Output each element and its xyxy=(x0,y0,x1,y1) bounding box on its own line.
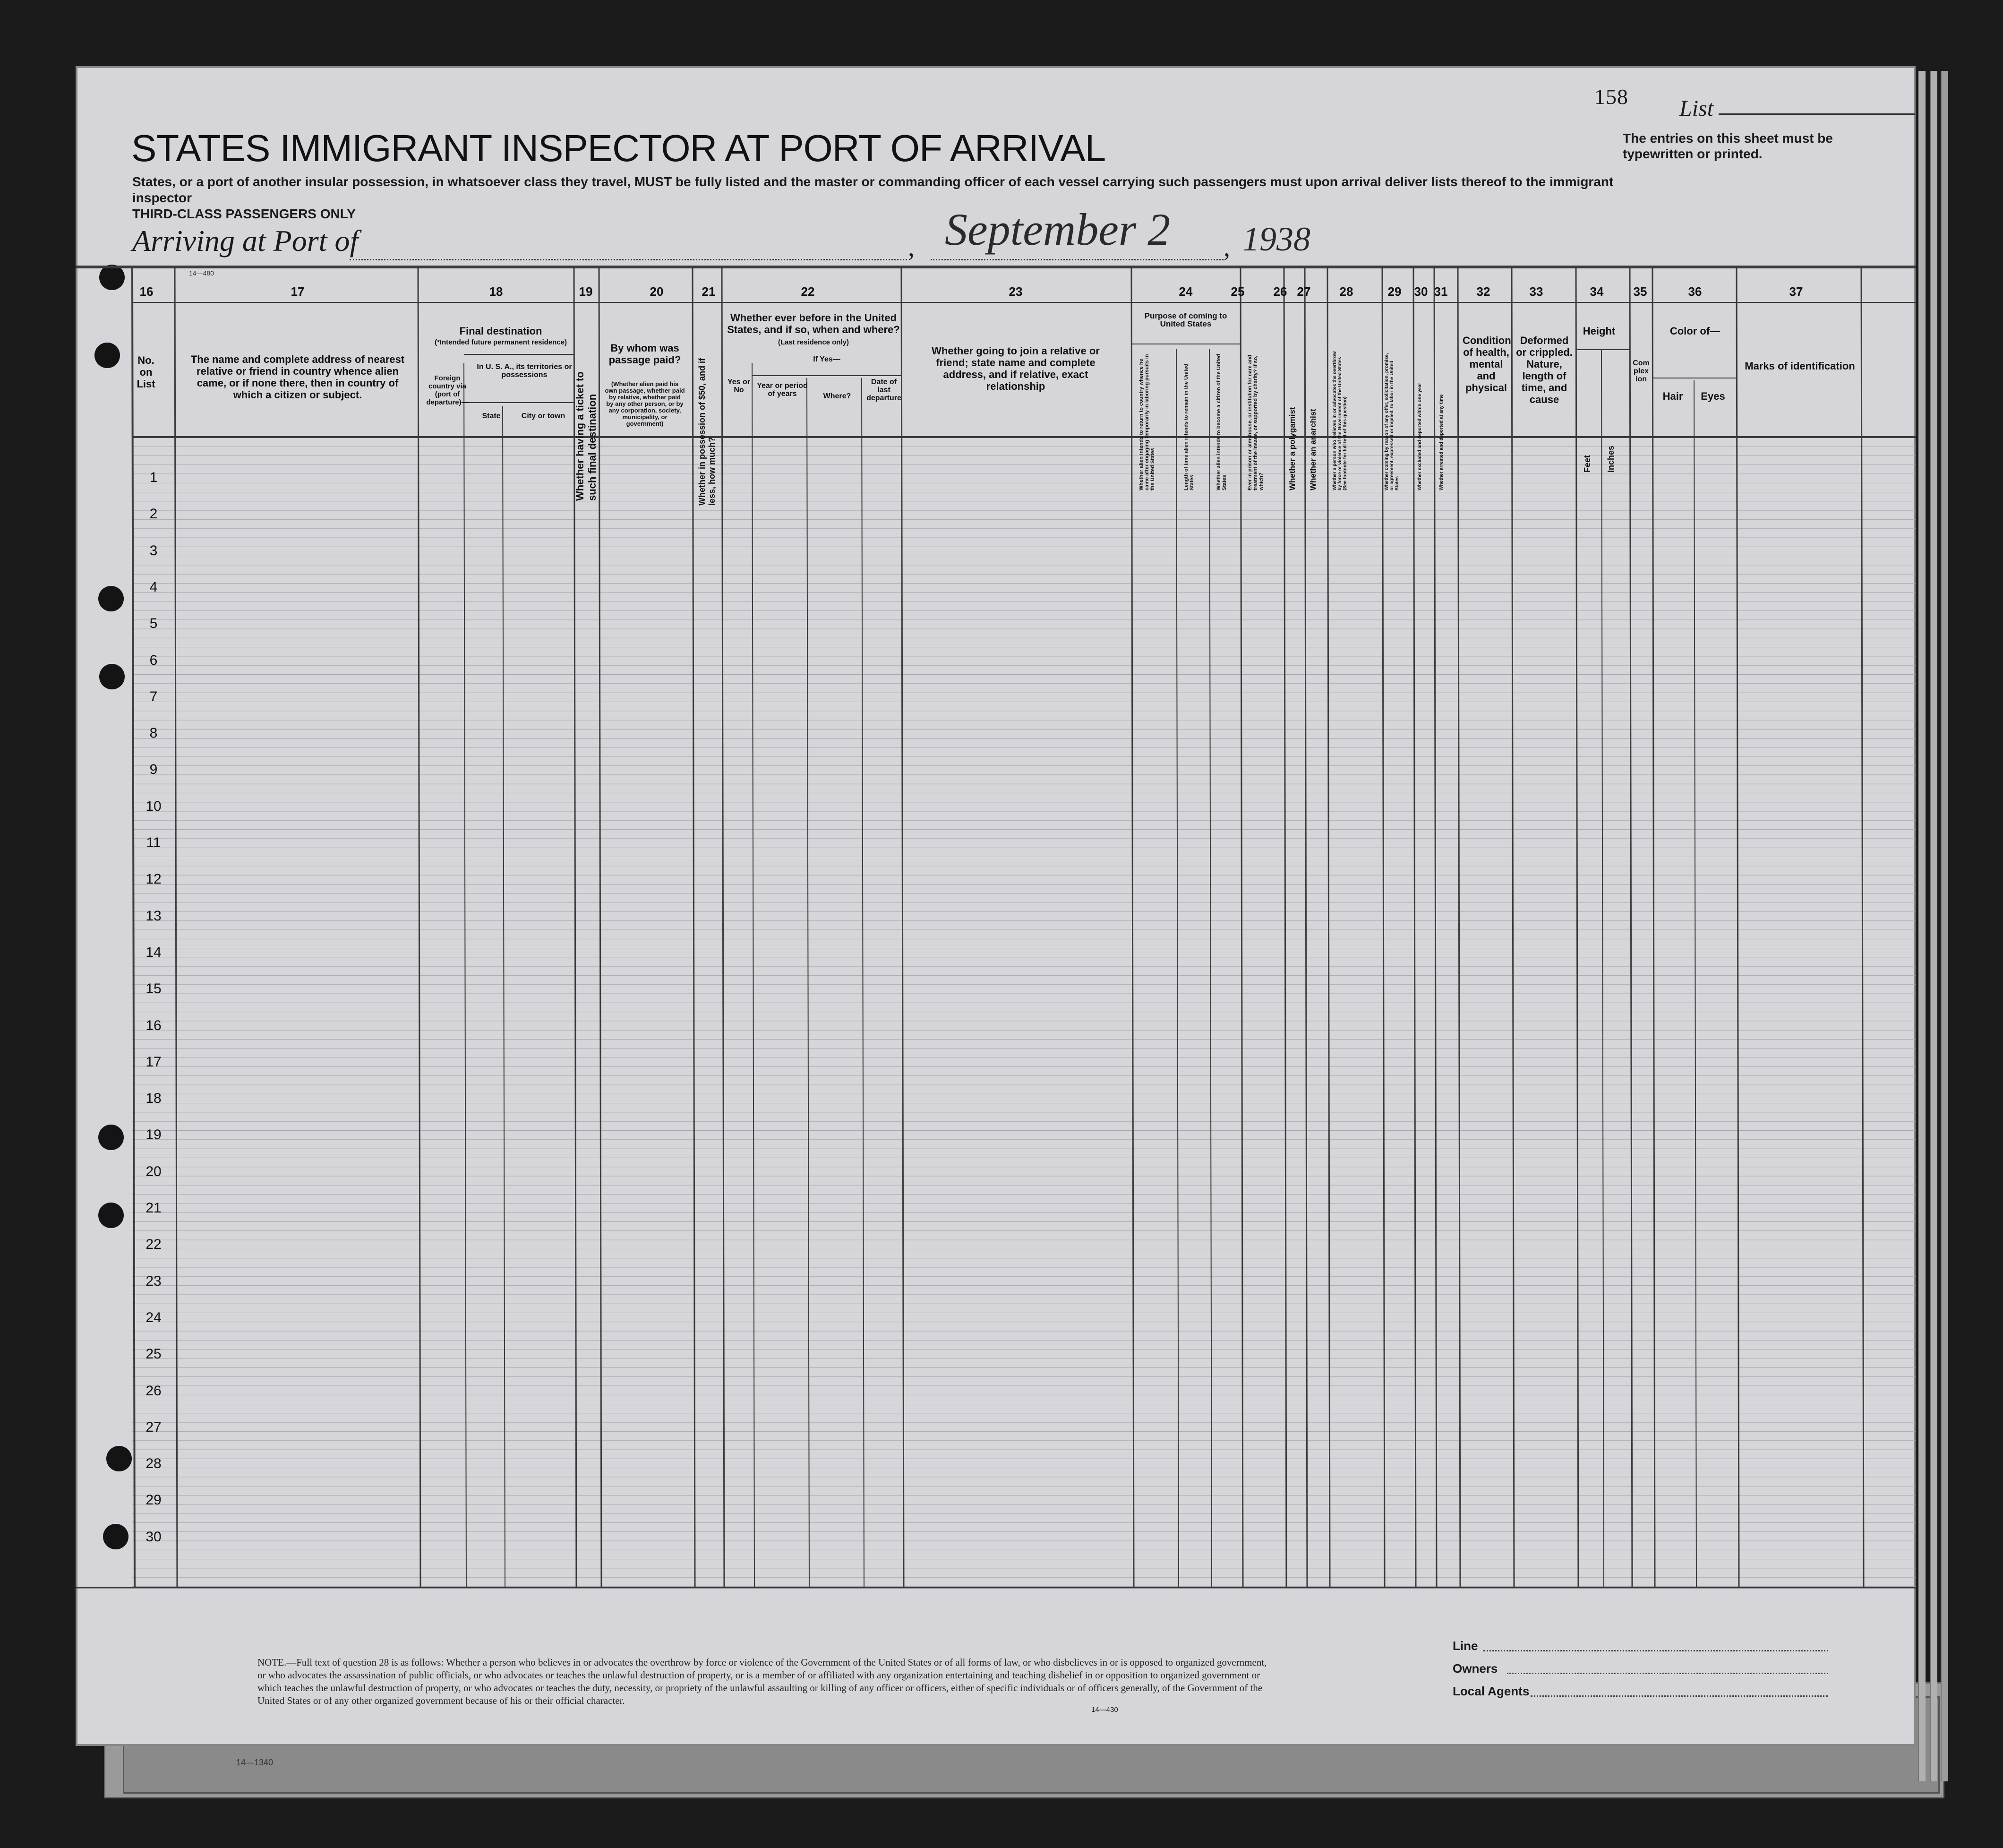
comma: , xyxy=(908,233,915,262)
row-number: 28 xyxy=(146,1456,162,1472)
grid-line xyxy=(1176,349,1179,1588)
col-17-header: The name and complete address of nearest relative or friend in country whence alien came, or if none there, then in country of which a citizen or subject. xyxy=(190,353,405,401)
col-24-number: 24 xyxy=(1179,284,1193,299)
col-37-number: 37 xyxy=(1789,284,1803,299)
row-number: 9 xyxy=(149,762,158,778)
col-16-number: 16 xyxy=(139,284,154,299)
row-number: 25 xyxy=(146,1346,162,1362)
col-20-subheader: (Whether alien paid his own passage, whether paid by relative, whether paid by any other person, or by any corporation, society, municipality, or government) xyxy=(605,380,685,427)
form-number-top: 14—480 xyxy=(189,269,214,277)
col-32-number: 32 xyxy=(1476,284,1490,299)
col-22-number: 22 xyxy=(801,284,815,299)
col-21-number: 21 xyxy=(702,284,716,299)
sheet-edge xyxy=(1918,71,1926,1781)
grid-line xyxy=(1131,267,1134,1588)
handwritten-date: September 2 xyxy=(945,204,1171,255)
col-16-header: No. on List xyxy=(137,354,155,390)
grid-line xyxy=(1458,267,1460,1588)
inches-header: Inches xyxy=(1606,445,1616,473)
col-33-header: Deformed or crippled. Nature, length of time, and cause xyxy=(1516,335,1573,405)
row-number: 19 xyxy=(146,1127,162,1143)
col-25-number: 25 xyxy=(1231,284,1245,299)
col-28-number: 28 xyxy=(1339,284,1353,299)
col-18-header: Final destination xyxy=(459,325,542,337)
grid-line xyxy=(1327,267,1330,1588)
grid-line xyxy=(722,267,724,1588)
row-number: 21 xyxy=(146,1200,162,1216)
arriving-at-port-label: Arriving at Port of xyxy=(132,224,359,258)
list-label: List xyxy=(1679,96,1714,121)
comma: , xyxy=(1224,233,1230,262)
entries-note: The entries on this sheet must be typewritten or printed. xyxy=(1623,131,1833,161)
col-19-number: 19 xyxy=(579,284,593,299)
col-26-number: 26 xyxy=(1273,284,1287,299)
row-number: 23 xyxy=(146,1273,162,1289)
row-number: 10 xyxy=(146,798,162,814)
grid-line xyxy=(807,378,809,1588)
if-yes-header: If Yes— xyxy=(813,355,840,363)
col-20-header: By whom was passage paid? xyxy=(608,342,681,366)
grid-line xyxy=(1652,267,1655,1588)
grid-line xyxy=(1576,267,1578,1588)
where-header: Where? xyxy=(823,392,851,400)
col-24-citizen-header: Whether alien intends to become a citizen of the United States xyxy=(1216,353,1227,490)
col-18-number: 18 xyxy=(489,284,503,299)
local-agents-field xyxy=(1531,1695,1828,1697)
col-35-number: 35 xyxy=(1633,284,1647,299)
date-departure-header: Date of last departure xyxy=(866,378,901,402)
row-number: 8 xyxy=(149,725,158,741)
col-32-header: Condition of health, mental and physical xyxy=(1463,335,1511,394)
row-number: 18 xyxy=(146,1091,162,1107)
col-24-return-header: Whether alien intends to return to country whence he came after engaging temporarily in laboring pursuits in the United States xyxy=(1138,354,1156,490)
col-31-header: Whether arrested and deported at any time xyxy=(1439,394,1444,490)
grid-line xyxy=(1434,267,1437,1588)
col-30-header: Whether excluded and deported within one year xyxy=(1417,383,1422,490)
row-number: 22 xyxy=(146,1237,162,1253)
col-27-header: Whether an anarchist xyxy=(1309,409,1318,490)
grid-line xyxy=(862,378,864,1588)
row-number: 26 xyxy=(146,1383,162,1399)
col-36-number: 36 xyxy=(1688,284,1702,299)
col-24-length-header: Length of time alien intends to remain in the United States xyxy=(1183,363,1195,490)
manifest-table xyxy=(76,66,1916,1746)
row-number: 7 xyxy=(149,688,158,705)
grid-line xyxy=(1694,380,1696,1588)
row-number: 6 xyxy=(149,652,158,668)
row-number: 27 xyxy=(146,1419,162,1435)
row-number: 20 xyxy=(146,1163,162,1179)
form-number-bottom: 14—430 xyxy=(1091,1706,1118,1714)
usa-header: In U. S. A., its territories or possessions xyxy=(477,363,572,379)
sheet-edge xyxy=(1930,71,1937,1781)
grid-line xyxy=(1512,267,1514,1588)
row-number: 4 xyxy=(149,579,158,595)
row-number: 16 xyxy=(146,1017,162,1033)
col-29-header: Whether coming by reason of any offer, solicitation, promise, or agreement, expressed or implied, to labor in the United States xyxy=(1384,353,1400,490)
col-23-number: 23 xyxy=(1009,284,1023,299)
row-number: 5 xyxy=(149,616,158,632)
col-19-header: Whether having a ticket to such final destination xyxy=(574,371,598,501)
col-28-header: Whether a person who believes in or advocates the overthrow by force or violence of the Government of the United States (See footnote for full text of this question) xyxy=(1332,351,1348,490)
col-17-number: 17 xyxy=(291,284,305,299)
row-number: 29 xyxy=(146,1492,162,1508)
local-agents-label: Local Agents xyxy=(1453,1684,1530,1698)
grid-line xyxy=(1305,267,1307,1588)
row-number: 11 xyxy=(146,835,161,851)
row-number: 3 xyxy=(149,542,158,559)
col-26-header: Whether a polygamist xyxy=(1288,407,1297,490)
col-33-number: 33 xyxy=(1529,284,1543,299)
grid-line xyxy=(1737,267,1739,1588)
grid-line xyxy=(418,267,420,1588)
table-grid xyxy=(76,66,1916,1746)
owners-field xyxy=(1507,1673,1828,1674)
row-number: 15 xyxy=(146,981,162,997)
col-37-header: Marks of identification xyxy=(1745,360,1855,372)
row-number: 12 xyxy=(146,871,162,887)
foreign-country-header: Foreign country via (port of departure)— xyxy=(426,374,469,406)
footnote: NOTE.—Full text of question 28 is as follows: Whether a person who believes in or advocates the overthrow by force or violence of the Government of the United States or of all forms of law, or who disbelieves in or is opposed to organized government, or who advocates the assassination of public officials, or who advocates or teaches the unlawful destruction of property, or is a member of or affiliated with any organization entertaining and teaching disbelief in or opposition to organized government or which teaches the unlawful destruction of property, or who advocates or teaches the duty, necessity, or propriety of the unlawful assaulting or killing of any officer or officers, either of specific individuals or of officers generally, of the Government of the United States or of any other organized government because of his or their official character. xyxy=(257,1657,1267,1706)
owners-label: Owners xyxy=(1453,1661,1498,1676)
col-24-header: Purpose of coming to United States xyxy=(1144,311,1227,328)
col-23-header: Whether going to join a relative or friend; state name and complete address, and if relative, exact relationship xyxy=(932,345,1100,392)
col-34-header: Height xyxy=(1583,325,1616,337)
col-34-number: 34 xyxy=(1590,284,1604,299)
row-number: 2 xyxy=(149,506,158,522)
row-number: 1 xyxy=(149,470,158,485)
feet-header: Feet xyxy=(1583,455,1592,473)
city-header: City or town xyxy=(521,412,565,420)
form-title: STATES IMMIGRANT INSPECTOR AT PORT OF ARRIVAL xyxy=(131,127,1106,169)
yes-no-header: Yes or No xyxy=(727,378,751,394)
line-field xyxy=(1483,1650,1828,1651)
grid-line xyxy=(1601,349,1604,1588)
col-31-number: 31 xyxy=(1434,284,1448,299)
col-25-header: Ever in prison or almshouse, or institution for care and treatment of the insane, or supported by charity? If so, which? xyxy=(1247,354,1264,490)
grid-line xyxy=(1630,267,1632,1588)
col-18-subheader: (*Intended future permanent residence) xyxy=(434,338,567,346)
grid-line xyxy=(599,267,601,1588)
grid-line xyxy=(1861,267,1864,1588)
line-label: Line xyxy=(1453,1639,1478,1653)
grid-line xyxy=(693,267,695,1588)
row-number: 24 xyxy=(146,1309,162,1325)
row-number: 17 xyxy=(146,1054,162,1070)
passenger-class: THIRD-CLASS PASSENGERS ONLY xyxy=(132,206,356,221)
eyes-header: Eyes xyxy=(1701,390,1725,402)
col-36-header: Color of— xyxy=(1669,325,1721,337)
row-number: 13 xyxy=(146,908,162,924)
col-21-header: Whether in possession of $50, and if less, how much? xyxy=(697,358,717,506)
col-35-header: Complexion xyxy=(1633,359,1650,383)
col-22-header: Whether ever before in the United States, and if so, when and where? xyxy=(727,312,900,335)
row-number: 30 xyxy=(146,1529,162,1545)
year-header: Year or period of years xyxy=(757,382,808,398)
grid-line xyxy=(1209,349,1212,1588)
col-27-number: 27 xyxy=(1297,284,1311,299)
col-30-number: 30 xyxy=(1414,284,1428,299)
manifest-sheet xyxy=(76,66,1916,1746)
underlying-form-number: 14—1340 xyxy=(236,1758,274,1767)
grid-line xyxy=(901,267,904,1588)
hair-header: Hair xyxy=(1662,390,1683,402)
sheet-edge xyxy=(1941,71,1948,1781)
arrival-year: 1938 xyxy=(1242,220,1310,258)
state-header: State xyxy=(482,412,501,420)
grid-line xyxy=(175,267,177,1588)
col-22-subheader: (Last residence only) xyxy=(778,338,849,346)
sheet-number: 158 xyxy=(1594,85,1628,109)
row-number: 14 xyxy=(146,944,162,960)
col-20-number: 20 xyxy=(650,284,664,299)
col-29-number: 29 xyxy=(1387,284,1402,299)
subheading-text: States, or a port of another insular possession, in whatsoever class they travel, MUST be fully listed and the master or commanding officer of each vessel carrying such passengers must upon arrival deliver lists thereof to the immigrant inspector xyxy=(132,174,1614,205)
